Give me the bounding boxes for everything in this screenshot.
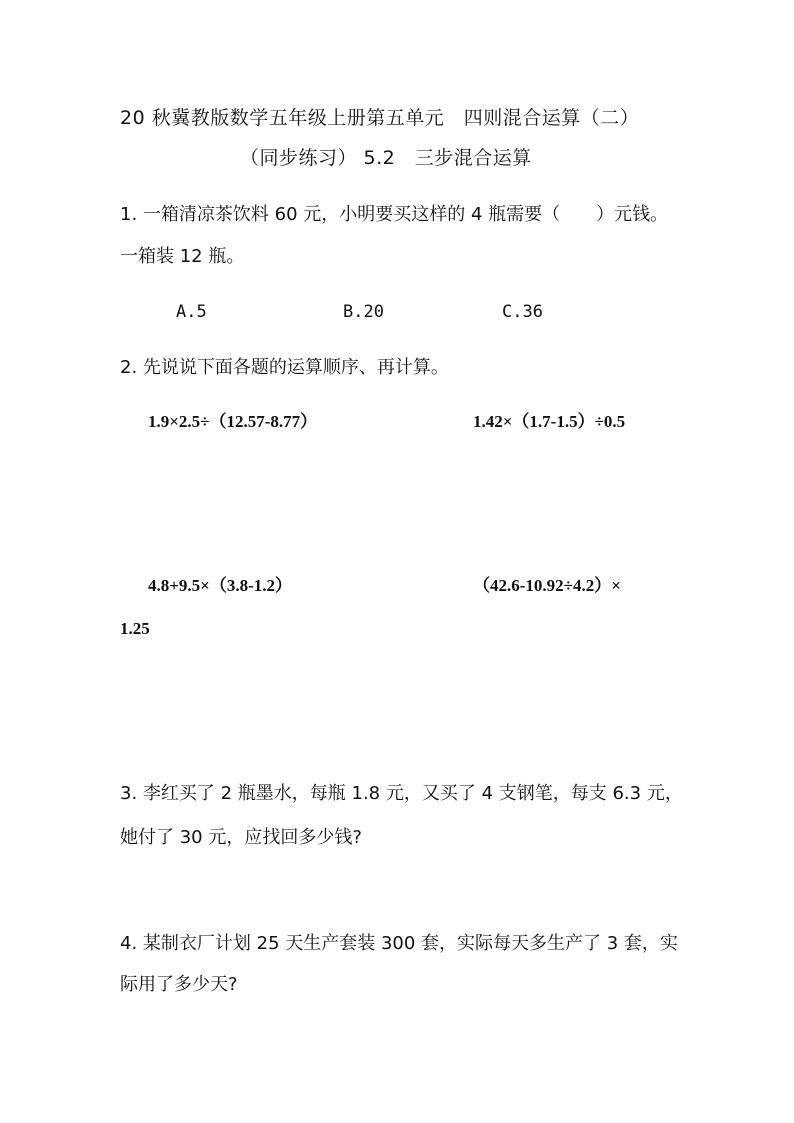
expression-3: 4.8+9.5×（3.8-1.2） bbox=[148, 576, 293, 595]
question-4-text-line2: 际用了多少天? bbox=[120, 974, 238, 995]
question-1-text-line2: 一箱装 12 瓶。 bbox=[120, 246, 245, 267]
page-subtitle: （同步练习） 5.2 三步混合运算 bbox=[240, 147, 532, 169]
question-3-text-line1: 3. 李红买了 2 瓶墨水，每瓶 1.8 元，又买了 4 支钢笔，每支 6.3 元， bbox=[120, 783, 683, 804]
option-b: B.20 bbox=[343, 302, 384, 322]
question-1-text-line1: 1. 一箱清凉茶饮料 60 元，小明要买这样的 4 瓶需要（ ）元钱。 bbox=[120, 204, 669, 225]
question-2-prompt: 2. 先说说下面各题的运算顺序、再计算。 bbox=[120, 357, 449, 378]
option-c: C.36 bbox=[502, 302, 543, 322]
option-a: A.5 bbox=[176, 302, 207, 322]
expression-1: 1.9×2.5÷（12.57-8.77） bbox=[148, 412, 318, 431]
question-3-text-line2: 她付了 30 元，应找回多少钱? bbox=[120, 827, 362, 848]
page-title: 20 秋冀教版数学五年级上册第五单元 四则混合运算（二） bbox=[120, 107, 640, 129]
expression-2: 1.42×（1.7-1.5）÷0.5 bbox=[473, 412, 626, 431]
expression-4: （42.6-10.92÷4.2）× bbox=[473, 576, 621, 595]
question-4-text-line1: 4. 某制衣厂计划 25 天生产套装 300 套，实际每天多生产了 3 套，实 bbox=[120, 933, 678, 954]
expression-4-continued: 1.25 bbox=[120, 619, 150, 638]
